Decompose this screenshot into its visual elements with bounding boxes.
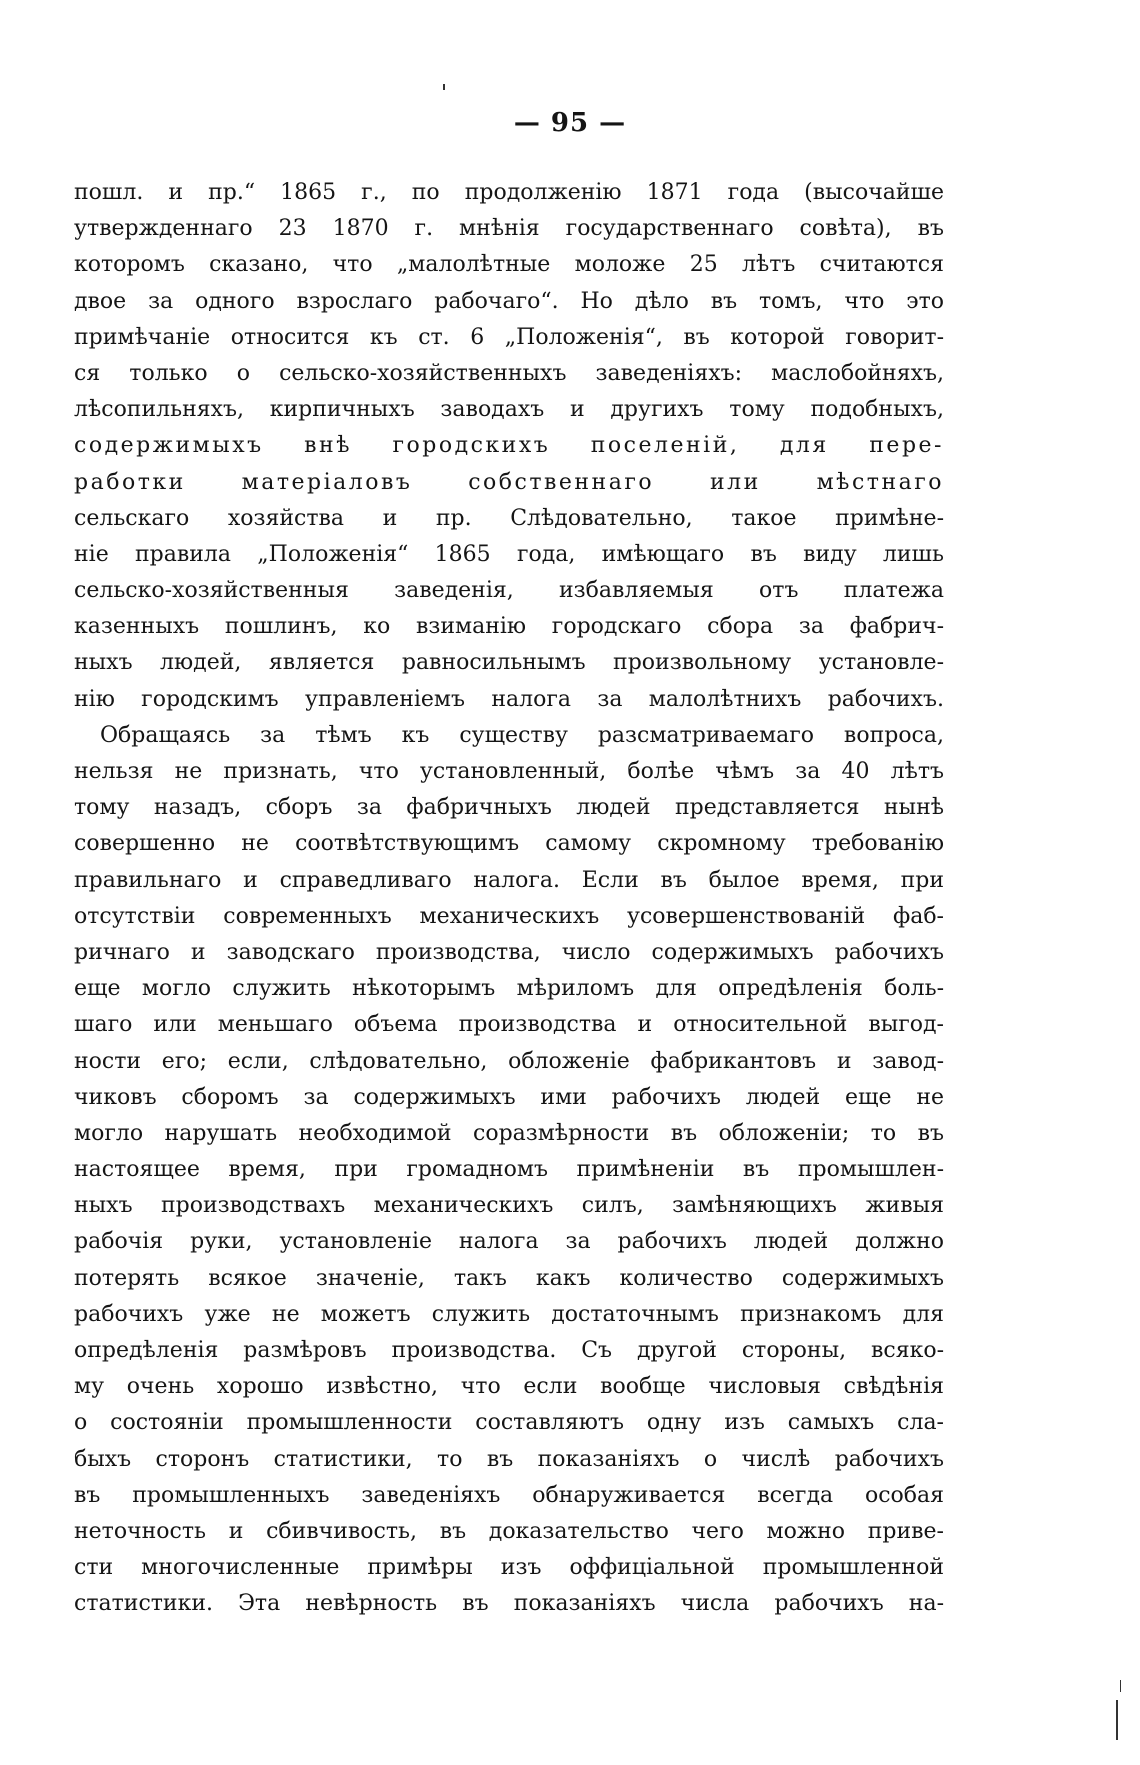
- text-line: ныхъ людей, является равносильнымъ произвольному установле-: [74, 650, 944, 676]
- text-line: шаго или меньшаго объема производства и относительной выгод-: [74, 1012, 944, 1038]
- text-line: быхъ сторонъ статистики, то въ показаніяхъ о числѣ рабочихъ: [74, 1446, 944, 1472]
- text-line: потерять всякое значеніе, такъ какъ количество содержимыхъ: [74, 1265, 944, 1291]
- text-line: му очень хорошо извѣстно, что если вообще числовыя свѣдѣнія: [74, 1374, 944, 1400]
- text-line: рабочихъ уже не можетъ служить достаточнымъ признакомъ для: [74, 1301, 944, 1327]
- text-line: настоящее время, при громадномъ примѣненіи въ промышлен-: [74, 1157, 944, 1183]
- text-line: опредѣленія размѣровъ производства. Съ другой стороны, всяко-: [74, 1338, 944, 1363]
- text-line: сельскаго хозяйства и пр. Слѣдовательно, такое примѣне-: [74, 505, 944, 531]
- text-line: ся только о сельско-хозяйственныхъ заведеніяхъ: маслобойняхъ,: [74, 360, 944, 386]
- text-line: отсутствіи современныхъ механическихъ усовершенствованій фаб-: [74, 903, 944, 929]
- text-line: которомъ сказано, что „малолѣтные моложе 25 лѣтъ считаются: [74, 252, 944, 278]
- text-line: содержимыхъ внѣ городскихъ поселеній, для пере-: [74, 433, 944, 459]
- scan-speck: [443, 84, 445, 90]
- text-line: могло нарушать необходимой соразмѣрности въ обложеніи; то въ: [74, 1120, 944, 1146]
- body-text: [74, 175, 944, 1623]
- text-line: рабочія руки, установленіе налога за рабочихъ людей должно: [74, 1229, 944, 1255]
- text-line: сти многочисленные примѣры изъ оффиціальной промышленной: [74, 1555, 944, 1581]
- text-line: тому назадъ, сборъ за фабричныхъ людей представляется нынѣ: [74, 795, 944, 821]
- text-line: статистики. Эта невѣрность въ показаніяхъ числа рабочихъ на-: [74, 1591, 944, 1617]
- scan-speck: [1120, 1680, 1121, 1692]
- text-line: ности его; если, слѣдовательно, обложеніе фабрикантовъ и завод-: [74, 1048, 944, 1074]
- text-line: ныхъ производствахъ механическихъ силъ, замѣняющихъ живыя: [74, 1193, 944, 1219]
- text-line: лѣсопильняхъ, кирпичныхъ заводахъ и другихъ тому подобныхъ,: [74, 397, 944, 423]
- scan-speck: [1116, 1700, 1118, 1740]
- paragraph-start-line: Обращаясь за тѣмъ къ существу разсматриваемаго вопроса,: [100, 722, 944, 748]
- text-line: работки матеріаловъ собственнаго или мѣстнаго: [74, 469, 944, 495]
- text-line: о состояніи промышленности составляютъ одну изъ самыхъ сла-: [74, 1410, 944, 1436]
- text-line: примѣчаніе относится къ ст. 6 „Положенія“, въ которой говорит-: [74, 324, 944, 350]
- text-line: неточность и сбивчивость, въ доказательство чего можно приве-: [74, 1518, 944, 1544]
- text-line: сельско-хозяйственныя заведенія, избавляемыя отъ платежа: [74, 578, 944, 604]
- page-number: — 95 —: [513, 108, 627, 138]
- text-line: двое за одного взрослаго рабочаго“. Но дѣло въ томъ, что это: [74, 288, 944, 314]
- text-line: нельзя не признать, что установленный, болѣе чѣмъ за 40 лѣтъ: [74, 759, 944, 784]
- text-line: совершенно не соотвѣтствующимъ самому скромному требованію: [74, 831, 944, 857]
- text-line: пошл. и пр.“ 1865 г., по продолженію 1871 года (высочайше: [74, 180, 944, 205]
- text-line: чиковъ сборомъ за содержимыхъ ими рабочихъ людей еще не: [74, 1084, 944, 1110]
- text-line: ніе правила „Положенія“ 1865 года, имѣющаго въ виду лишь: [74, 541, 944, 567]
- text-line: казенныхъ пошлинъ, ко взиманію городскаго сбора за фабрич-: [74, 614, 944, 640]
- text-line: ричнаго и заводскаго производства, число содержимыхъ рабочихъ: [74, 939, 944, 965]
- text-line: еще могло служить нѣкоторымъ мѣриломъ для опредѣленія боль-: [74, 976, 944, 1002]
- text-line: утвержденнаго 23 1870 г. мнѣнія государственнаго совѣта), въ: [74, 216, 944, 242]
- text-line: нію городскимъ управленіемъ налога за малолѣтнихъ рабочихъ.: [74, 686, 944, 712]
- text-line: правильнаго и справедливаго налога. Если въ былое время, при: [74, 867, 944, 893]
- text-line: въ промышленныхъ заведеніяхъ обнаруживается всегда особая: [74, 1482, 944, 1508]
